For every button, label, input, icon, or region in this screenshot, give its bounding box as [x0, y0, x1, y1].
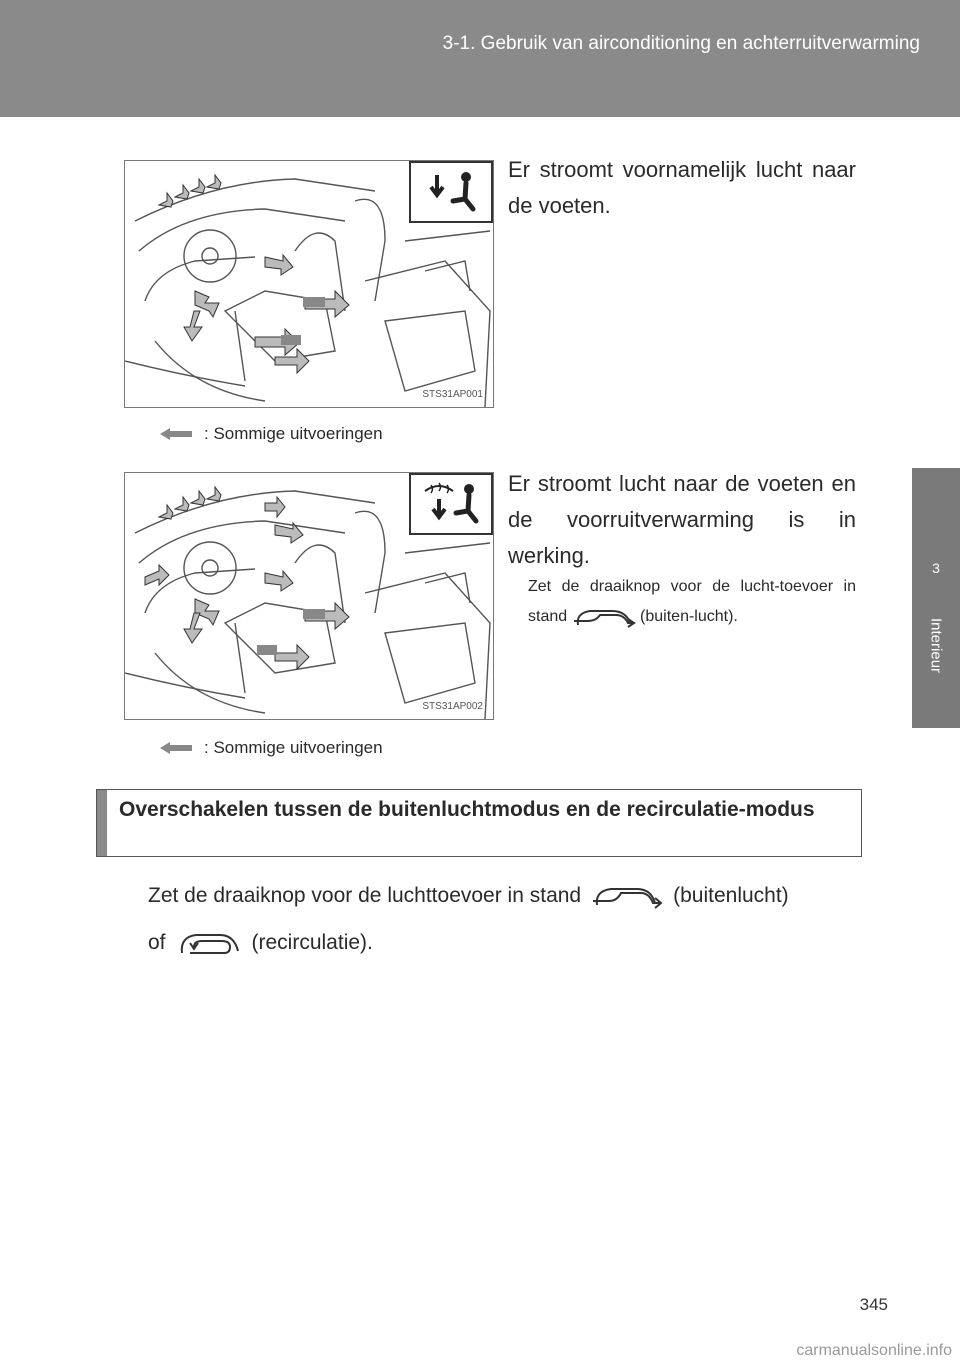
outside-air-icon	[591, 881, 663, 911]
body-text: (recirculatie).	[251, 931, 373, 954]
figure-code: STS31AP002	[422, 701, 483, 712]
body-text: (buitenlucht)	[673, 884, 789, 907]
legend-text: : Sommige uitvoeringen	[204, 738, 383, 757]
figure-code: STS31AP001	[422, 389, 483, 400]
chapter-tab	[912, 468, 960, 728]
foot-defrost-vent-icon	[411, 475, 491, 533]
header-title: 3-1. Gebruik van airconditioning en achterruitverwarming	[442, 33, 920, 54]
legend-optional	[158, 738, 383, 758]
outside-air-icon	[572, 603, 636, 631]
note-text-before: Zet de draaiknop voor de lucht-toevoer in stand	[528, 578, 856, 625]
note-outside-air	[528, 572, 856, 632]
figure-foot-defrost-mode	[124, 472, 494, 720]
foot-vent-icon	[411, 163, 491, 221]
page-number: 345	[859, 1295, 888, 1314]
legend-text: : Sommige uitvoeringen	[204, 424, 383, 443]
section-heading-box	[96, 789, 862, 857]
page-header	[0, 0, 960, 117]
mode-indicator-box	[409, 161, 493, 223]
gray-arrow-icon	[158, 426, 194, 442]
description-foot-defrost-mode: Er stroomt lucht naar de voeten en de voorruitverwarming is in werking.	[508, 471, 856, 568]
chapter-label: Interieur	[927, 618, 945, 674]
chapter-number: 3	[932, 560, 940, 576]
watermark: carmanualsonline.info	[796, 1342, 952, 1359]
section-heading: Overschakelen tussen de buitenluchtmodus en de recirculatie-modus	[119, 798, 815, 821]
legend-optional	[158, 424, 383, 444]
recirculation-icon	[176, 927, 242, 959]
body-text: Zet de draaiknop voor de luchttoevoer in stand	[148, 884, 582, 907]
note-text-after: (buiten-lucht).	[640, 608, 738, 625]
description-foot-mode: Er stroomt voornamelijk lucht naar de voeten.	[508, 157, 856, 218]
mode-indicator-box	[409, 473, 493, 535]
gray-arrow-icon	[158, 740, 194, 756]
body-line-1	[148, 878, 789, 914]
section-heading-bar	[97, 790, 107, 856]
figure-foot-mode	[124, 160, 494, 408]
body-text: of	[148, 931, 166, 954]
body-line-2	[148, 925, 373, 961]
